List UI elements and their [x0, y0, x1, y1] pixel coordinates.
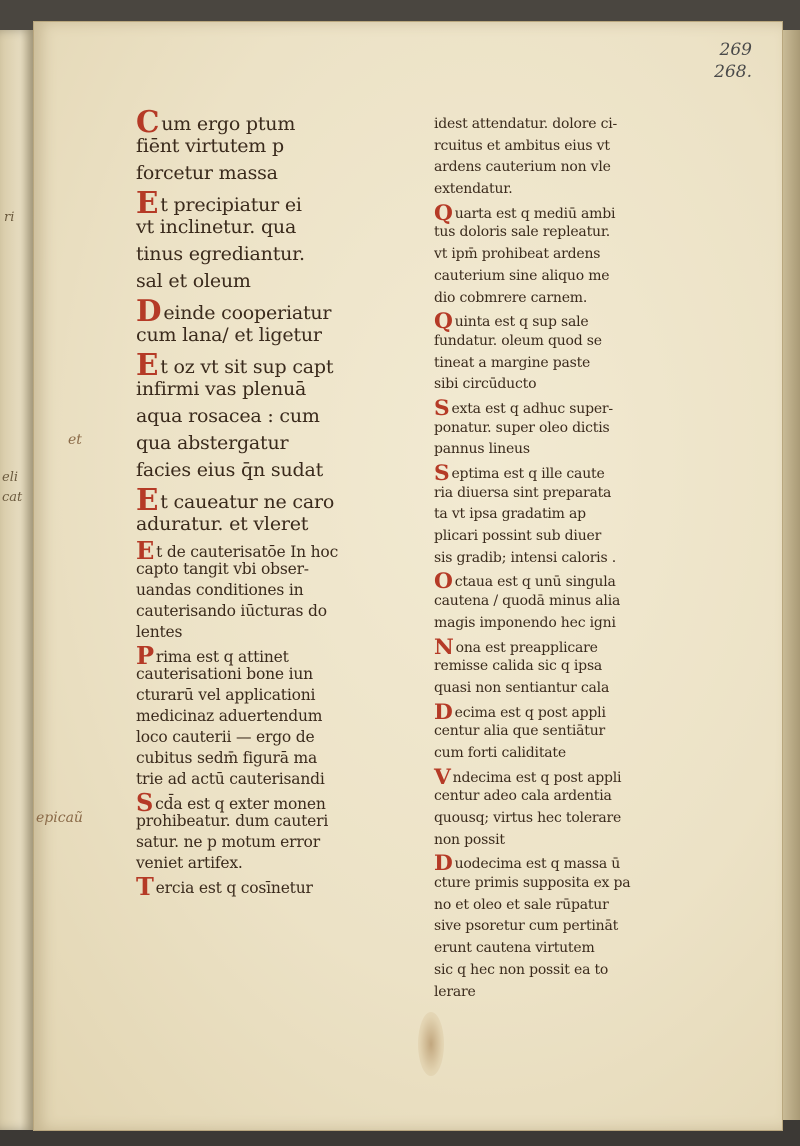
line-text: remisse calida sic q ipsa: [434, 658, 603, 675]
line-text: qua abstergatur: [136, 432, 289, 454]
line-text: vt ipm̄ prohibeat ardens: [434, 246, 601, 263]
line-text: uodecima est q massa ū: [454, 856, 621, 873]
line-text: cum forti caliditate: [434, 744, 566, 761]
line-text: capto tangit vbi obser-: [136, 560, 309, 578]
line-text: rcuitus et ambitus eius vt: [434, 137, 610, 154]
line-text: facies eius q̄n sudat: [136, 459, 324, 481]
text-line: [396, 808, 686, 830]
margin-note: epicaũ: [36, 810, 83, 826]
manuscript-page: [34, 22, 782, 1130]
line-text: vt inclinetur. qua: [136, 216, 297, 238]
line-text: satur. ne p motum error: [136, 833, 320, 851]
text-line: [396, 179, 686, 201]
text-line: [396, 374, 686, 396]
line-text: infirmi vas plenuā: [136, 378, 307, 400]
text-line: [396, 764, 686, 790]
line-text: eptima est q ille caute: [451, 466, 605, 482]
text-line: [396, 721, 686, 743]
text-line: [96, 748, 396, 769]
line-text: forcetur massa: [136, 162, 278, 184]
line-text: cture primis supposita ex pa: [434, 875, 631, 892]
text-line: [96, 241, 396, 268]
line-text: exta est q adhuc super-: [451, 400, 613, 417]
line-text: lentes: [136, 623, 183, 641]
text-line: [396, 244, 686, 266]
text-line: [396, 548, 686, 570]
text-line: [396, 634, 686, 660]
text-line: [396, 157, 686, 179]
line-text: idest attendatur. dolore ci-: [434, 116, 618, 132]
text-line: [396, 309, 686, 335]
right-text-column: [396, 114, 686, 1003]
line-text: cauterisationi bone iun: [136, 665, 313, 683]
text-line: [396, 895, 686, 917]
text-line: [96, 430, 396, 457]
line-text: tineat a margine paste: [434, 354, 591, 371]
line-text: no et oleo et sale rūpatur: [434, 896, 609, 913]
line-text: fundatur. oleum quod se: [434, 332, 602, 349]
line-text: trie ad actū cauterisandi: [136, 770, 325, 788]
text-line: [396, 136, 686, 158]
text-line: [396, 395, 686, 421]
text-line: [396, 699, 686, 725]
previous-leaf-edge: [0, 30, 34, 1130]
line-text: ndecima est q post appli: [452, 769, 622, 786]
text-line: [396, 938, 686, 960]
rubric-initial: Q: [434, 309, 453, 335]
line-text: uarta est q mediū ambi: [454, 205, 616, 222]
line-text: sis gradib; intensi caloris .: [434, 549, 616, 566]
line-text: lerare: [434, 983, 476, 1000]
rubric-initial: D: [434, 699, 453, 725]
line-text: ardens cauterium non vle: [434, 159, 611, 176]
line-text: ercia est q cosīnetur: [155, 879, 313, 897]
margin-note: et: [68, 432, 82, 448]
line-text: uandas conditiones in: [136, 581, 304, 599]
text-line: [396, 483, 686, 505]
line-text: ctaua est q unū singula: [454, 574, 616, 591]
text-line: [96, 403, 396, 430]
text-line: [96, 293, 396, 328]
text-line: [96, 788, 396, 817]
text-line: [96, 727, 396, 748]
text-line: [396, 418, 686, 440]
rubric-initial: E: [136, 536, 155, 565]
line-text: ponatur. super oleo dictis: [434, 419, 610, 436]
line-text: ecima est q post appli: [454, 704, 606, 721]
line-text: ta vt ipsa gradatim ap: [434, 506, 586, 523]
text-line: [396, 439, 686, 461]
text-line: [396, 743, 686, 765]
text-line: [396, 613, 686, 635]
line-text: centur adeo cala ardentia: [434, 788, 612, 805]
text-line: [96, 104, 396, 139]
text-line: [96, 811, 396, 832]
line-text: cd̄a est q exter monen: [155, 795, 326, 813]
text-line: [396, 569, 686, 595]
line-text: t oz vt sit sup capt: [160, 356, 334, 378]
folio-number: 269: [719, 40, 752, 60]
text-line: [396, 873, 686, 895]
line-text: aduratur. et vleret: [136, 513, 309, 535]
folio-number-old: 268.: [714, 62, 752, 82]
text-line: [96, 482, 396, 517]
line-text: dio cobmrere carnem.: [434, 289, 588, 306]
line-text: extendatur.: [434, 181, 513, 198]
line-text: tus doloris sale repleatur.: [434, 224, 611, 241]
line-text: non possit: [434, 831, 505, 848]
prev-leaf-note: ri: [4, 210, 15, 225]
line-text: centur alia que sentiātur: [434, 723, 606, 740]
rubric-initial: T: [136, 872, 154, 901]
rubric-initial: E: [136, 482, 159, 517]
rubric-initial: V: [434, 764, 451, 790]
text-line: [396, 786, 686, 808]
rubric-initial: P: [136, 641, 154, 670]
text-line: [396, 916, 686, 938]
line-text: ria diuersa sint preparata: [434, 484, 612, 501]
rubric-initial: D: [136, 293, 162, 328]
line-text: aqua rosacea : cum: [136, 405, 320, 427]
line-text: cturarū vel applicationi: [136, 686, 316, 704]
text-line: [96, 536, 396, 565]
text-line: [396, 288, 686, 310]
text-line: [396, 656, 686, 678]
text-line: [96, 160, 396, 187]
line-text: um ergo ptum: [161, 113, 296, 135]
rubric-initial: E: [136, 347, 159, 382]
text-line: [96, 641, 396, 670]
rubric-initial: S: [434, 395, 450, 421]
line-text: cum lana/ et ligetur: [136, 324, 322, 346]
rubric-initial: N: [434, 634, 454, 660]
line-text: prohibeatur. dum cauteri: [136, 812, 329, 830]
line-text: erunt cautena virtutem: [434, 940, 595, 957]
line-text: cautena / quodā minus alia: [434, 593, 621, 610]
book-edge: [782, 30, 800, 1120]
line-text: cauterium sine aliquo me: [434, 267, 610, 284]
rubric-initial: E: [136, 185, 159, 220]
text-line: [96, 580, 396, 601]
line-text: einde cooperiatur: [163, 302, 332, 324]
line-text: t precipiatur ei: [160, 194, 302, 216]
text-line: [96, 601, 396, 622]
text-line: [96, 214, 396, 241]
text-line: [96, 832, 396, 853]
text-line: [396, 461, 686, 486]
prev-leaf-note: eli: [2, 470, 19, 485]
line-text: cauterisando iūcturas do: [136, 602, 327, 620]
line-text: medicinaz aduertendum: [136, 707, 323, 725]
line-text: rima est q attinet: [155, 648, 289, 666]
text-line: [396, 678, 686, 700]
line-text: loco cauterii — ergo de: [136, 728, 315, 746]
text-line: [396, 960, 686, 982]
text-line: [96, 511, 396, 538]
text-line: [396, 222, 686, 244]
text-line: [396, 331, 686, 353]
line-text: t caueatur ne caro: [160, 491, 335, 513]
text-line: [396, 266, 686, 288]
rubric-initial: D: [434, 851, 453, 877]
text-line: [96, 853, 396, 874]
parchment-stain: [418, 1012, 444, 1076]
text-line: [396, 591, 686, 613]
text-line: [396, 830, 686, 852]
text-line: [396, 353, 686, 375]
line-text: sive psoretur cum pertināt: [434, 918, 619, 935]
text-line: [396, 504, 686, 526]
line-text: pannus lineus: [434, 441, 530, 458]
text-line: [96, 322, 396, 349]
line-text: sic q hec non possit ea to: [434, 961, 609, 978]
line-text: fiēnt virtutem p: [136, 135, 284, 157]
line-text: t de cauterisatōe In hoc: [156, 543, 339, 561]
line-text: veniet artifex.: [136, 854, 243, 872]
line-text: uinta est q sup sale: [454, 314, 589, 331]
line-text: cubitus sedm̄ figurā ma: [136, 749, 318, 767]
text-line: [396, 114, 686, 136]
text-line: [96, 685, 396, 706]
text-line: [96, 664, 396, 685]
text-line: [96, 706, 396, 727]
text-line: [96, 622, 396, 643]
text-line: [96, 559, 396, 580]
text-line: [96, 376, 396, 403]
text-line: [396, 851, 686, 877]
line-text: plicari possint sub diuer: [434, 528, 602, 545]
text-line: [396, 200, 686, 226]
text-line: [396, 982, 686, 1004]
line-text: magis imponendo hec igni: [434, 614, 616, 631]
rubric-initial: O: [434, 569, 453, 595]
prev-leaf-note: cat: [2, 490, 23, 505]
line-text: sibi circūducto: [434, 376, 537, 393]
rubric-initial: Q: [434, 200, 453, 226]
text-line: [96, 457, 396, 484]
text-line: [396, 526, 686, 548]
rubric-initial: C: [136, 104, 160, 139]
line-text: tinus egrediantur.: [136, 243, 305, 265]
left-text-column: [96, 104, 396, 901]
text-line: [96, 268, 396, 295]
rubric-initial: S: [136, 788, 154, 817]
text-line: [96, 133, 396, 160]
line-text: ona est preapplicare: [455, 639, 598, 656]
rubric-initial: S: [434, 461, 450, 486]
line-text: sal et oleum: [136, 270, 251, 292]
text-line: [96, 347, 396, 382]
line-text: quasi non sentiantur cala: [434, 679, 610, 696]
text-line: [96, 769, 396, 790]
line-text: quousq; virtus hec tolerare: [434, 810, 622, 826]
text-line: [96, 185, 396, 220]
text-line: [96, 872, 396, 901]
